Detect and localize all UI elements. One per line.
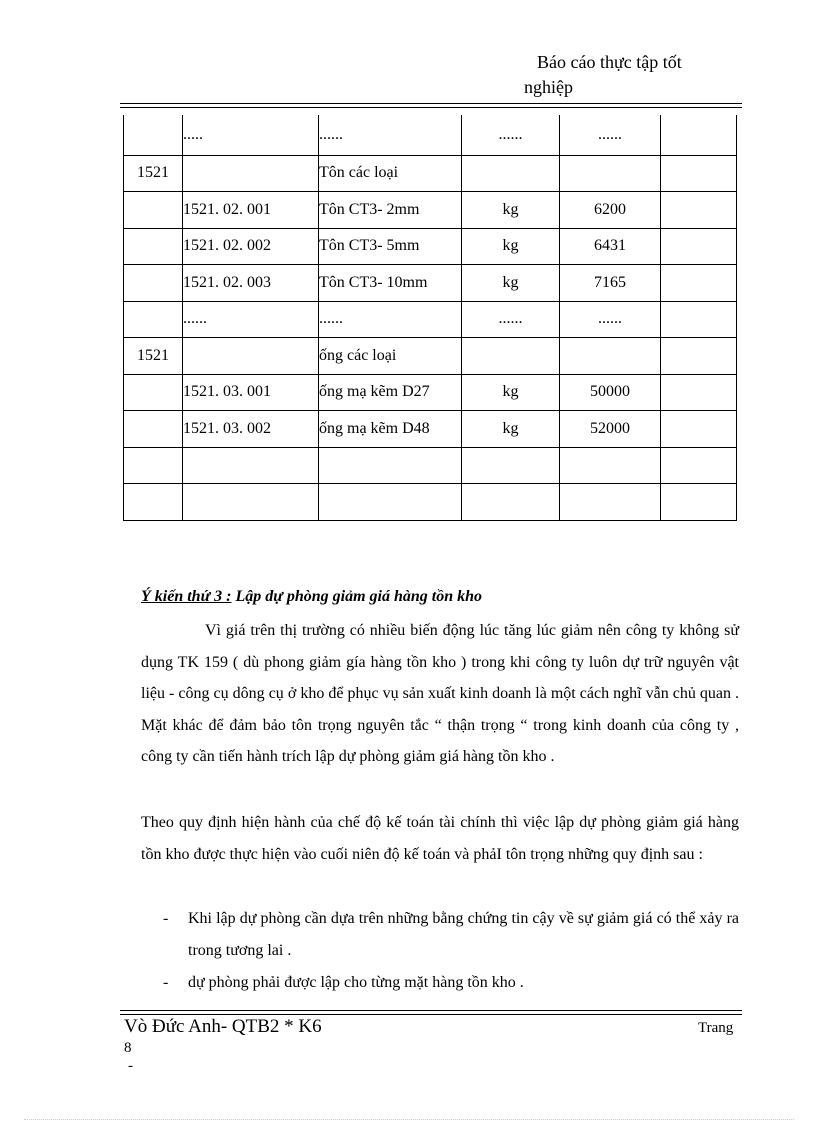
table-row	[124, 411, 737, 448]
table-cell	[661, 115, 737, 155]
table-cell	[462, 338, 560, 375]
table-cell	[183, 155, 319, 192]
table-cell	[661, 228, 737, 265]
table-cell: 1521. 02. 001	[183, 192, 319, 229]
table-cell	[661, 192, 737, 229]
table-cell: ......	[560, 115, 661, 155]
table-cell: 1521. 03. 002	[183, 411, 319, 448]
table-cell: Tôn CT3- 2mm	[319, 192, 462, 229]
paragraph-2	[141, 807, 739, 870]
heading-label: Ý kiến thứ 3 :	[141, 588, 232, 605]
section-heading	[141, 588, 482, 606]
table-cell	[319, 484, 462, 521]
paragraph-2-text: Theo quy định hiện hành của chế độ kế toán tài chính thì việc lập dự phòng giảm giá hàng tồn kho được thực hiện vào cuối niên độ kế toán và phảI tôn trọng những quy định sau :	[141, 814, 739, 863]
table-cell	[661, 265, 737, 302]
table-cell	[319, 447, 462, 484]
table-cell	[124, 411, 183, 448]
bullet-1-text: Khi lập dự phòng cần dựa trên những bằng chứng tin cậy về sự giảm giá có thể xảy ra trong tương lai .	[188, 910, 739, 959]
table-cell	[124, 374, 183, 411]
table-cell: kg	[462, 374, 560, 411]
table-cell: ......	[462, 301, 560, 338]
heading-text: Lập dự phòng giảm giá hàng tồn kho	[231, 588, 483, 605]
table-cell	[124, 301, 183, 338]
table-cell: 6431	[560, 228, 661, 265]
header-rule-bottom	[120, 107, 742, 108]
table-cell	[661, 374, 737, 411]
table-cell: kg	[462, 411, 560, 448]
table-cell: 1521. 03. 001	[183, 374, 319, 411]
table-cell	[560, 155, 661, 192]
table-row	[124, 484, 737, 521]
table-cell	[560, 484, 661, 521]
table-cell: ......	[319, 301, 462, 338]
footer-author: Vò Đức Anh- QTB2 * K6	[124, 1016, 322, 1037]
table-cell	[560, 338, 661, 375]
table-cell: ống mạ kẽm D48	[319, 411, 462, 448]
table-cell	[124, 265, 183, 302]
paragraph-1	[141, 615, 739, 773]
table-cell	[661, 484, 737, 521]
table-row	[124, 192, 737, 229]
table-row	[124, 265, 737, 302]
table-cell	[661, 447, 737, 484]
table-cell: kg	[462, 228, 560, 265]
bullet-2-text: dự phòng phải được lập cho từng mặt hàng tồn kho .	[188, 974, 524, 991]
paragraph-1-text: Vì giá trên thị trường có nhiều biến động lúc tăng lúc giảm nên công ty không sử dụng TK 159 ( dù phong giảm gía hàng tồn kho ) trong khi công ty luôn dự trữ nguyên vật liệu - công cụ dông cụ ở kho để phục vụ sản xuất kinh doanh là một cách nghĩ vẫn chủ quan . Mặt khác để đảm bảo tôn trọng nguyên tắc “ thận trọng “ trong kinh doanh của công ty , công ty cần tiến hành trích lập dự phòng giảm giá hàng tồn kho .	[141, 622, 739, 765]
table-cell	[661, 411, 737, 448]
bullet-item-2	[163, 967, 739, 999]
table-cell	[124, 192, 183, 229]
table-cell: Tôn CT3- 5mm	[319, 228, 462, 265]
table-cell: ống các loại	[319, 338, 462, 375]
table-row	[124, 115, 737, 155]
table-row	[124, 301, 737, 338]
table-cell: ......	[560, 301, 661, 338]
header-rule-top	[120, 103, 742, 104]
table-cell: .....	[183, 115, 319, 155]
table-cell: 1521. 02. 002	[183, 228, 319, 265]
table-cell: 6200	[560, 192, 661, 229]
table-row	[124, 228, 737, 265]
table-cell: 52000	[560, 411, 661, 448]
table-cell	[462, 484, 560, 521]
table-cell	[462, 447, 560, 484]
footer-page-number: 8	[124, 1040, 132, 1056]
table-row	[124, 447, 737, 484]
table-cell: 1521	[124, 155, 183, 192]
bullet-item-1	[163, 903, 739, 966]
bullet-dash: -	[163, 974, 169, 991]
page-edge-divider	[24, 1119, 794, 1120]
table-cell: kg	[462, 265, 560, 302]
header-title-continued: nghiệp	[524, 77, 573, 97]
table-cell	[124, 228, 183, 265]
table-cell: ......	[319, 115, 462, 155]
table-cell: ......	[183, 301, 319, 338]
table-row	[124, 374, 737, 411]
table-cell	[124, 447, 183, 484]
table-cell: 7165	[560, 265, 661, 302]
table-cell	[661, 155, 737, 192]
table-cell	[560, 447, 661, 484]
table-cell	[183, 447, 319, 484]
footer-dash: -	[128, 1058, 133, 1074]
footer-rule-bottom	[120, 1014, 742, 1015]
bullet-dash: -	[163, 910, 169, 927]
table-cell	[124, 115, 183, 155]
table-cell	[462, 155, 560, 192]
table-cell: 1521	[124, 338, 183, 375]
footer-rule-top	[120, 1010, 742, 1011]
table-cell	[183, 338, 319, 375]
table-row	[124, 155, 737, 192]
table-cell	[661, 338, 737, 375]
table-cell: 1521. 02. 003	[183, 265, 319, 302]
table-cell	[661, 301, 737, 338]
table-cell	[183, 484, 319, 521]
table-cell: Tôn CT3- 10mm	[319, 265, 462, 302]
table-cell: ......	[462, 115, 560, 155]
table-cell: 50000	[560, 374, 661, 411]
table-cell: ống mạ kẽm D27	[319, 374, 462, 411]
table-cell	[124, 484, 183, 521]
footer-page-label: Trang	[698, 1020, 734, 1036]
table-cell: kg	[462, 192, 560, 229]
header-title: Báo cáo thực tập tốt	[537, 52, 682, 72]
table-row	[124, 338, 737, 375]
materials-table	[123, 115, 737, 521]
table-cell: Tôn các loại	[319, 155, 462, 192]
